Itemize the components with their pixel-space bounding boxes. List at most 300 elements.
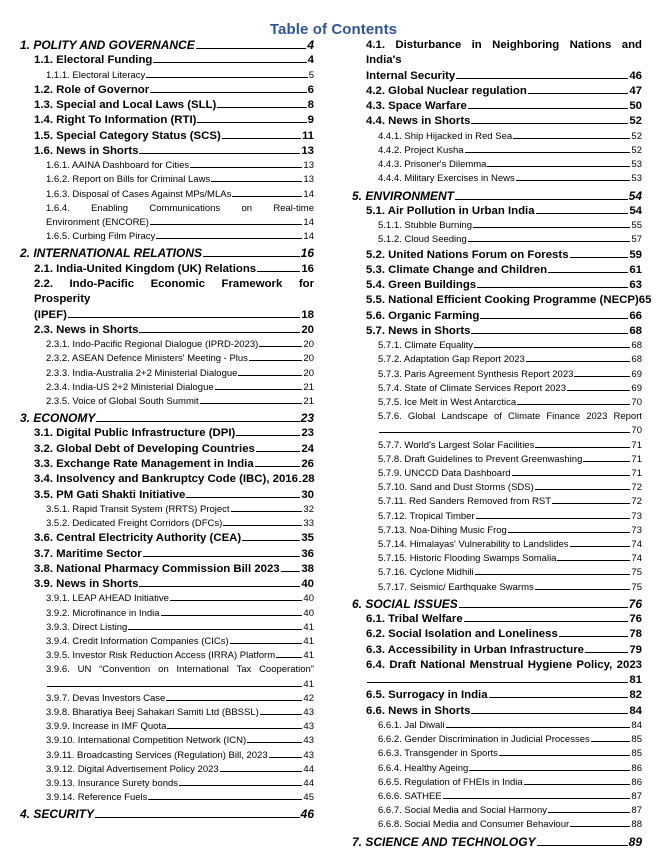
toc-entry-row bbox=[378, 130, 642, 144]
toc-entry-row bbox=[366, 114, 642, 129]
toc-entry-title: 6.6.3. Transgender in Sports bbox=[378, 748, 498, 760]
toc-page-number: 38 bbox=[301, 562, 314, 575]
toc-entry-level-2[interactable] bbox=[20, 442, 314, 457]
toc-entry-level-3[interactable] bbox=[20, 607, 314, 621]
toc-entry-title: 3.6. Central Electricity Authority (CEA) bbox=[34, 532, 242, 545]
toc-leader-line bbox=[456, 78, 628, 79]
toc-entry-title: 4.4.1. Ship Hijacked in Red Sea bbox=[378, 130, 513, 142]
toc-entry-level-1[interactable] bbox=[20, 38, 314, 53]
toc-leader-line bbox=[299, 481, 301, 482]
toc-entry-level-3[interactable] bbox=[20, 763, 314, 777]
toc-leader-line bbox=[153, 62, 306, 63]
toc-leader-line bbox=[269, 757, 303, 758]
toc-entry-row bbox=[378, 790, 642, 804]
toc-entry-title: 3.2. Global Debt of Developing Countries bbox=[34, 442, 255, 455]
toc-entry-level-3[interactable] bbox=[352, 439, 642, 453]
toc-entry-title: 5.7.11. Red Sanders Removed from RST bbox=[378, 496, 552, 508]
toc-entry-level-3[interactable] bbox=[20, 706, 314, 720]
toc-entry-level-2[interactable] bbox=[352, 248, 642, 263]
toc-entry-title: 3.5. PM Gati Shakti Initiative bbox=[34, 488, 186, 501]
toc-entry-title: 5. ENVIRONMENT bbox=[352, 188, 455, 203]
toc-entry-level-2[interactable] bbox=[20, 129, 314, 144]
toc-entry-level-3[interactable] bbox=[352, 144, 642, 158]
toc-page-number: 71 bbox=[631, 468, 642, 479]
toc-entry-level-3[interactable] bbox=[352, 804, 642, 818]
toc-entry-title: 5.5. National Efficient Cooking Programme (NECP) bbox=[366, 294, 639, 307]
toc-page-number: 24 bbox=[301, 442, 314, 455]
toc-entry-row bbox=[366, 293, 652, 308]
toc-page-number: 53 bbox=[631, 159, 642, 171]
toc-entry-level-3[interactable] bbox=[352, 790, 642, 804]
toc-page-number: 41 bbox=[303, 678, 314, 690]
toc-page-number: 86 bbox=[631, 762, 642, 774]
toc-entry-level-3[interactable] bbox=[352, 481, 642, 495]
toc-entry-row bbox=[46, 635, 314, 649]
toc-entry-level-3[interactable] bbox=[352, 733, 642, 747]
toc-page-number: 41 bbox=[303, 636, 314, 648]
toc-page-number: 71 bbox=[631, 453, 642, 465]
toc-entry-title: 4.2. Global Nuclear regulation bbox=[366, 84, 527, 97]
toc-entry-row bbox=[378, 453, 642, 467]
toc-entry-level-3[interactable] bbox=[352, 382, 642, 396]
toc-entry-level-2[interactable] bbox=[20, 488, 314, 503]
toc-page-number: 20 bbox=[303, 339, 314, 351]
toc-page-number: 32 bbox=[303, 503, 314, 515]
toc-leader-line bbox=[548, 812, 630, 813]
toc-entry-title: 2.2. Indo-Pacific Economic Framework for Prosperity bbox=[34, 278, 314, 306]
toc-page-number: 85 bbox=[631, 734, 642, 746]
toc-entry-title: 5.7.12. Tropical Timber bbox=[378, 510, 475, 522]
toc-leader-line bbox=[459, 607, 628, 608]
toc-entry-row bbox=[352, 597, 642, 612]
toc-entry-title: 5.1.2. Cloud Seeding bbox=[378, 234, 467, 246]
toc-page-number: 75 bbox=[631, 581, 642, 593]
toc-entry-row bbox=[378, 396, 642, 410]
toc-entry-title: 6.5. Surrogacy in India bbox=[366, 689, 488, 702]
toc-leader-line bbox=[487, 166, 630, 167]
toc-entry-level-3[interactable] bbox=[20, 395, 314, 409]
toc-entry-level-3[interactable] bbox=[20, 692, 314, 706]
toc-entry-title: 2.3.3. India-Australia 2+2 Ministerial Dialogue bbox=[46, 367, 238, 379]
toc-leader-line bbox=[367, 682, 628, 683]
toc-page-number: 44 bbox=[303, 763, 314, 775]
toc-entry-row bbox=[46, 188, 314, 202]
toc-entry-level-3[interactable] bbox=[20, 188, 314, 202]
toc-page-number: 13 bbox=[301, 144, 314, 157]
toc-entry-level-3[interactable] bbox=[20, 734, 314, 748]
toc-page-number: 26 bbox=[301, 458, 314, 471]
toc-entry-level-2[interactable] bbox=[20, 83, 314, 98]
toc-entry-level-2[interactable] bbox=[352, 704, 642, 719]
toc-entry-level-3[interactable] bbox=[352, 524, 642, 538]
toc-entry-level-3[interactable] bbox=[20, 352, 314, 366]
toc-page-number: 85 bbox=[631, 748, 642, 760]
toc-leader-line bbox=[156, 238, 302, 239]
toc-leader-line bbox=[574, 376, 630, 377]
toc-entry-title: 5.7.5. Ice Melt in West Antarctica bbox=[378, 397, 517, 409]
toc-entry-title: 1.4. Right To Information (RTI) bbox=[34, 114, 197, 127]
toc-entry-level-2[interactable] bbox=[352, 324, 642, 339]
toc-entry-level-3[interactable] bbox=[352, 368, 642, 382]
toc-entry-level-2[interactable] bbox=[20, 562, 314, 577]
toc-entry-title: 1.6.4. Enabling Communications on Real-time bbox=[46, 202, 314, 214]
toc-entry-title: 3.7. Maritime Sector bbox=[34, 547, 142, 560]
toc-leader-line bbox=[585, 652, 628, 653]
toc-entry-level-1[interactable] bbox=[20, 411, 314, 426]
toc-entry-level-3[interactable] bbox=[352, 130, 642, 144]
toc-entry-row bbox=[378, 144, 642, 158]
toc-page-number: 87 bbox=[631, 791, 642, 802]
toc-entry-level-2[interactable] bbox=[352, 114, 642, 129]
toc-entry-row bbox=[46, 381, 314, 395]
toc-entry-level-3[interactable] bbox=[352, 339, 642, 353]
toc-entry-row bbox=[378, 776, 642, 790]
toc-entry-row bbox=[46, 692, 314, 706]
toc-entry-title: 5.7.6. Global Landscape of Climate Finance 2023 Report bbox=[378, 411, 642, 423]
toc-page-number: 50 bbox=[629, 100, 642, 113]
toc-entry-row bbox=[46, 69, 314, 83]
toc-entry-level-2[interactable] bbox=[352, 688, 642, 703]
toc-entry-level-3[interactable] bbox=[352, 581, 642, 595]
toc-leader-line bbox=[469, 770, 630, 771]
toc-entry-level-3[interactable] bbox=[20, 202, 314, 230]
toc-leader-line bbox=[535, 447, 630, 448]
toc-entry-level-2[interactable] bbox=[352, 627, 642, 642]
toc-entry-title: 4.4.3. Prisoner's Dilemma bbox=[378, 159, 487, 171]
toc-entry-level-3[interactable] bbox=[352, 396, 642, 410]
toc-entry-row bbox=[46, 720, 314, 734]
toc-page-number: 6 bbox=[307, 83, 314, 96]
toc-entry-title: 4.1. Disturbance in Neighboring Nations and India's bbox=[366, 39, 642, 67]
toc-entry-level-2[interactable] bbox=[20, 113, 314, 128]
toc-entry-row bbox=[46, 649, 314, 663]
toc-entry-level-3[interactable] bbox=[352, 818, 642, 832]
toc-entry-row bbox=[366, 643, 642, 658]
toc-entry-level-3[interactable] bbox=[20, 749, 314, 763]
toc-entry-row bbox=[352, 189, 642, 204]
toc-leader-line bbox=[167, 728, 302, 729]
toc-leader-line bbox=[499, 755, 631, 756]
toc-entry-row bbox=[366, 324, 642, 339]
toc-entry-title: 5.7.17. Seismic/ Earthquake Swarms bbox=[378, 581, 534, 593]
toc-entry-title: 6.2. Social Isolation and Loneliness bbox=[366, 628, 558, 641]
toc-entry-title-cont: Environment (ENCORE) bbox=[46, 217, 149, 229]
toc-entry-level-3[interactable] bbox=[352, 353, 642, 367]
toc-entry-level-3[interactable] bbox=[352, 410, 642, 438]
toc-entry-title: 3.5.2. Dedicated Freight Corridors (DFCs) bbox=[46, 518, 223, 530]
toc-leader-line bbox=[96, 421, 299, 422]
toc-entry-title: 6.6.1. Jal Diwali bbox=[378, 720, 445, 732]
toc-entry-row bbox=[20, 38, 314, 53]
toc-leader-line bbox=[220, 771, 303, 772]
toc-entry-title: 3.9.4. Credit Information Companies (CICs) bbox=[46, 636, 229, 648]
toc-entry-title: 6.6.8. Social Media and Consumer Behaviour bbox=[378, 819, 570, 831]
toc-entry-row bbox=[378, 172, 642, 186]
toc-entry-title: 5.7.15. Historic Flooding Swamps Somalia bbox=[378, 553, 557, 565]
toc-entry-title: 3.9.11. Broadcasting Services (Regulation) Bill, 2023 bbox=[46, 749, 268, 761]
toc-entry-level-3[interactable] bbox=[20, 338, 314, 352]
toc-page-number: 41 bbox=[303, 650, 314, 662]
toc-entry-title: 5.1.1. Stubble Burning bbox=[378, 220, 473, 232]
toc-leader-line bbox=[455, 199, 628, 200]
toc-entry-level-3[interactable] bbox=[20, 720, 314, 734]
toc-entry-title: 3.9.6. UN “Convention on International Tax Cooperation” bbox=[46, 664, 314, 676]
toc-leader-line bbox=[259, 346, 302, 347]
toc-entry-level-2[interactable] bbox=[20, 577, 314, 592]
toc-entry-row bbox=[378, 467, 642, 481]
toc-entry-level-3[interactable] bbox=[20, 635, 314, 649]
toc-entry-level-3[interactable] bbox=[352, 172, 642, 186]
toc-leader-line bbox=[537, 845, 628, 846]
toc-entry-title: 4.4. News in Shorts bbox=[366, 115, 471, 128]
toc-page-number: 43 bbox=[303, 749, 314, 761]
toc-entry-row bbox=[34, 426, 314, 441]
toc-entry-title: 6.4. Draft National Menstrual Hygiene Policy, 2023 bbox=[366, 658, 642, 671]
toc-leader-line bbox=[443, 798, 631, 799]
toc-leader-line bbox=[170, 600, 303, 601]
toc-entry-title: 5.7.2. Adaptation Gap Report 2023 bbox=[378, 354, 525, 366]
toc-entry-level-2[interactable] bbox=[20, 426, 314, 441]
toc-entry-level-3[interactable] bbox=[352, 158, 642, 172]
toc-entry-level-3[interactable] bbox=[352, 510, 642, 524]
toc-entry-title: 7. SCIENCE AND TECHNOLOGY bbox=[352, 834, 536, 849]
toc-entry-level-2[interactable] bbox=[352, 84, 642, 99]
toc-leader-line bbox=[150, 224, 302, 225]
toc-entry-row bbox=[46, 607, 314, 621]
toc-leader-line bbox=[480, 318, 628, 319]
toc-entry-level-3[interactable] bbox=[20, 592, 314, 606]
toc-entry-title: 3.9.14. Reference Fuels bbox=[46, 792, 148, 804]
toc-entry-level-3[interactable] bbox=[352, 467, 642, 481]
toc-entry-title: 5.7.9. UNCCD Data Dashboard bbox=[378, 468, 511, 479]
toc-entry-level-3[interactable] bbox=[352, 719, 642, 733]
toc-entry-row bbox=[34, 457, 314, 472]
toc-entry-level-1[interactable] bbox=[352, 597, 642, 612]
toc-entry-level-3[interactable] bbox=[20, 777, 314, 791]
toc-page-number: 4 bbox=[307, 38, 314, 52]
toc-entry-level-3[interactable] bbox=[352, 762, 642, 776]
toc-leader-line bbox=[473, 227, 630, 228]
toc-entry-title: 5.7.1. Climate Equality bbox=[378, 340, 474, 352]
toc-leader-line bbox=[536, 213, 629, 214]
toc-entry-level-1[interactable] bbox=[352, 189, 642, 204]
toc-entry-title: 5.7.14. Himalayas' Vulnerability to Landslides bbox=[378, 538, 569, 550]
toc-leader-line bbox=[179, 785, 302, 786]
toc-entry-level-2[interactable] bbox=[352, 99, 642, 114]
toc-page-number: 40 bbox=[301, 578, 314, 591]
toc-entry-title: 5.7.4. State of Climate Services Report 2023 bbox=[378, 382, 566, 394]
toc-entry-level-3[interactable] bbox=[352, 219, 642, 233]
toc-page-number: 88 bbox=[631, 819, 642, 831]
toc-page-number: 46 bbox=[629, 69, 642, 82]
toc-entry-row bbox=[366, 612, 642, 627]
toc-leader-line bbox=[570, 826, 630, 827]
toc-entry-title: 5.7.3. Paris Agreement Synthesis Report 2023 bbox=[378, 368, 574, 380]
toc-page-number: 84 bbox=[631, 720, 642, 732]
toc-leader-line bbox=[570, 257, 629, 258]
toc-entry-row bbox=[378, 219, 642, 233]
toc-entry-level-3[interactable] bbox=[20, 663, 314, 691]
toc-leader-line bbox=[516, 180, 631, 181]
toc-entry-title: 5.3. Climate Change and Children bbox=[366, 263, 548, 276]
toc-page-number: 70 bbox=[631, 397, 642, 409]
toc-entry-title: 1.1. Electoral Funding bbox=[34, 54, 153, 67]
toc-entry-title: 3.8. National Pharmacy Commission Bill 2023 bbox=[34, 562, 280, 575]
toc-entry-row bbox=[378, 804, 642, 818]
toc-leader-line bbox=[148, 799, 302, 800]
toc-entry-level-2[interactable] bbox=[352, 309, 642, 324]
toc-entry-title: 3.9.12. Digital Advertisement Policy 2023 bbox=[46, 763, 219, 775]
toc-entry-level-2[interactable] bbox=[352, 204, 642, 219]
toc-leader-line bbox=[464, 621, 629, 622]
toc-entry-row bbox=[366, 309, 642, 324]
toc-entry-row bbox=[366, 99, 642, 114]
toc-entry-title: 3.9.8. Bharatiya Beej Sahakari Samiti Ltd (BBSSL) bbox=[46, 707, 259, 719]
toc-entry-row bbox=[34, 113, 314, 128]
toc-entry-level-1[interactable] bbox=[20, 246, 314, 261]
toc-leader-line bbox=[238, 375, 302, 376]
toc-leader-line bbox=[535, 489, 631, 490]
toc-entry-title: 6.6.2. Gender Discrimination in Judicial Processes bbox=[378, 734, 590, 746]
toc-entry-row bbox=[46, 621, 314, 635]
toc-leader-line bbox=[591, 741, 631, 742]
toc-entry-row bbox=[20, 246, 314, 261]
toc-entry-title: 6.6.6. SATHEE bbox=[378, 791, 442, 802]
toc-leader-line bbox=[257, 271, 300, 272]
toc-entry-level-3[interactable] bbox=[352, 776, 642, 790]
toc-entry-level-3[interactable] bbox=[352, 538, 642, 552]
toc-entry-level-3[interactable] bbox=[20, 503, 314, 517]
toc-entry-row bbox=[378, 552, 642, 566]
toc-page-number: 68 bbox=[631, 354, 642, 366]
toc-page-number: 70 bbox=[631, 425, 642, 437]
toc-entry-title: 3.9. News in Shorts bbox=[34, 578, 139, 591]
toc-entry-level-2[interactable] bbox=[352, 293, 652, 308]
toc-entry-level-3[interactable] bbox=[20, 69, 314, 83]
toc-entry-level-2[interactable] bbox=[352, 612, 642, 627]
toc-entry-title: 6.6. News in Shorts bbox=[366, 704, 471, 717]
toc-entry-row bbox=[34, 547, 314, 562]
toc-entry-level-2[interactable] bbox=[20, 277, 314, 323]
toc-entry-level-3[interactable] bbox=[20, 649, 314, 663]
toc-entry-row bbox=[378, 733, 642, 747]
toc-entry-title: 6.3. Accessibility in Urban Infrastructure bbox=[366, 643, 584, 656]
toc-entry-row bbox=[378, 353, 642, 367]
toc-entry-level-2[interactable] bbox=[352, 38, 642, 84]
toc-leader-line bbox=[186, 497, 300, 498]
toc-leader-line bbox=[211, 181, 302, 182]
toc-page-number: 43 bbox=[303, 735, 314, 747]
toc-entry-level-1[interactable] bbox=[20, 807, 314, 822]
toc-entry-row bbox=[34, 129, 314, 144]
toc-entry-level-2[interactable] bbox=[20, 547, 314, 562]
toc-entry-title: 2.1. India-United Kingdom (UK) Relations bbox=[34, 262, 257, 275]
toc-page-number: 43 bbox=[303, 707, 314, 719]
toc-entry-row bbox=[378, 424, 642, 438]
toc-entry-level-2[interactable] bbox=[352, 278, 642, 293]
toc-entry-title: 5.7.16. Cyclone Midhili bbox=[378, 567, 474, 579]
toc-entry-row bbox=[46, 367, 314, 381]
toc-page-number: 23 bbox=[301, 427, 314, 440]
toc-entry-level-3[interactable] bbox=[20, 367, 314, 381]
toc-page-number: 75 bbox=[631, 567, 642, 579]
toc-page-number: 68 bbox=[631, 340, 642, 352]
toc-entry-level-3[interactable] bbox=[352, 453, 642, 467]
toc-entry-title: 2.3.1. Indo-Pacific Regional Dialogue (IPRD-2023) bbox=[46, 339, 259, 351]
toc-entry-level-3[interactable] bbox=[20, 517, 314, 531]
toc-page-number: 8 bbox=[307, 99, 314, 112]
toc-entry-level-2[interactable] bbox=[20, 262, 314, 277]
toc-leader-line bbox=[231, 511, 303, 512]
toc-entry-level-3[interactable] bbox=[20, 621, 314, 635]
toc-entry-level-3[interactable] bbox=[20, 230, 314, 244]
toc-entry-level-2[interactable] bbox=[352, 643, 642, 658]
toc-page-number: 81 bbox=[629, 674, 642, 687]
toc-entry-row bbox=[34, 262, 314, 277]
toc-entry-level-3[interactable] bbox=[352, 566, 642, 580]
toc-entry-level-2[interactable] bbox=[352, 263, 642, 278]
toc-page-number: 45 bbox=[303, 792, 314, 804]
toc-entry-level-2[interactable] bbox=[20, 53, 314, 68]
toc-page-number: 18 bbox=[301, 308, 314, 321]
toc-leader-line bbox=[476, 518, 631, 519]
toc-page-number: 73 bbox=[631, 524, 642, 536]
toc-entry-row bbox=[378, 510, 642, 524]
toc-entry-level-2[interactable] bbox=[20, 144, 314, 159]
toc-entry-title: 3.9.1. LEAP AHEAD Initiative bbox=[46, 593, 169, 605]
toc-entry-title: 3.3. Exchange Rate Management in India bbox=[34, 458, 254, 471]
toc-entry-row bbox=[378, 818, 642, 832]
toc-entry-level-2[interactable] bbox=[20, 323, 314, 338]
toc-entry-title: 1.6.1. AAINA Dashboard for Cities bbox=[46, 160, 190, 172]
toc-entry-level-3[interactable] bbox=[352, 495, 642, 509]
toc-leader-line bbox=[517, 404, 630, 405]
toc-page-number: 55 bbox=[631, 220, 642, 232]
toc-entry-row bbox=[366, 278, 642, 293]
toc-entry-level-2[interactable] bbox=[20, 472, 314, 487]
toc-leader-line bbox=[260, 714, 303, 715]
toc-leader-line bbox=[203, 256, 300, 257]
toc-entry-level-3[interactable] bbox=[352, 747, 642, 761]
toc-page-number: 53 bbox=[631, 173, 642, 185]
toc-leader-line bbox=[513, 138, 630, 139]
toc-entry-title: 1.5. Special Category Status (SCS) bbox=[34, 129, 221, 142]
toc-entry-level-3[interactable] bbox=[352, 233, 642, 247]
toc-entry-level-2[interactable] bbox=[20, 98, 314, 113]
toc-entry-level-3[interactable] bbox=[20, 173, 314, 187]
toc-entry-level-3[interactable] bbox=[20, 159, 314, 173]
toc-leader-line bbox=[535, 589, 631, 590]
toc-entry-level-3[interactable] bbox=[20, 381, 314, 395]
toc-entry-level-3[interactable] bbox=[352, 552, 642, 566]
toc-entry-level-3[interactable] bbox=[20, 791, 314, 805]
toc-page-number: 69 bbox=[631, 368, 642, 380]
toc-entry-level-2[interactable] bbox=[20, 457, 314, 472]
toc-leader-line bbox=[215, 389, 303, 390]
toc-page-number: 16 bbox=[301, 262, 314, 275]
toc-entry-level-1[interactable] bbox=[352, 835, 642, 850]
toc-page-number: 14 bbox=[303, 231, 314, 243]
toc-leader-line bbox=[477, 287, 628, 288]
toc-entry-title: 5.2. United Nations Forum on Forests bbox=[366, 248, 569, 261]
toc-entry-row bbox=[366, 204, 642, 219]
toc-entry-row bbox=[378, 481, 642, 495]
toc-entry-level-2[interactable] bbox=[20, 531, 314, 546]
toc-leader-line bbox=[236, 435, 300, 436]
toc-entry-title: 4.4.2. Project Kusha bbox=[378, 144, 464, 156]
toc-entry-level-2[interactable] bbox=[352, 658, 642, 689]
toc-entry-row bbox=[378, 382, 642, 396]
